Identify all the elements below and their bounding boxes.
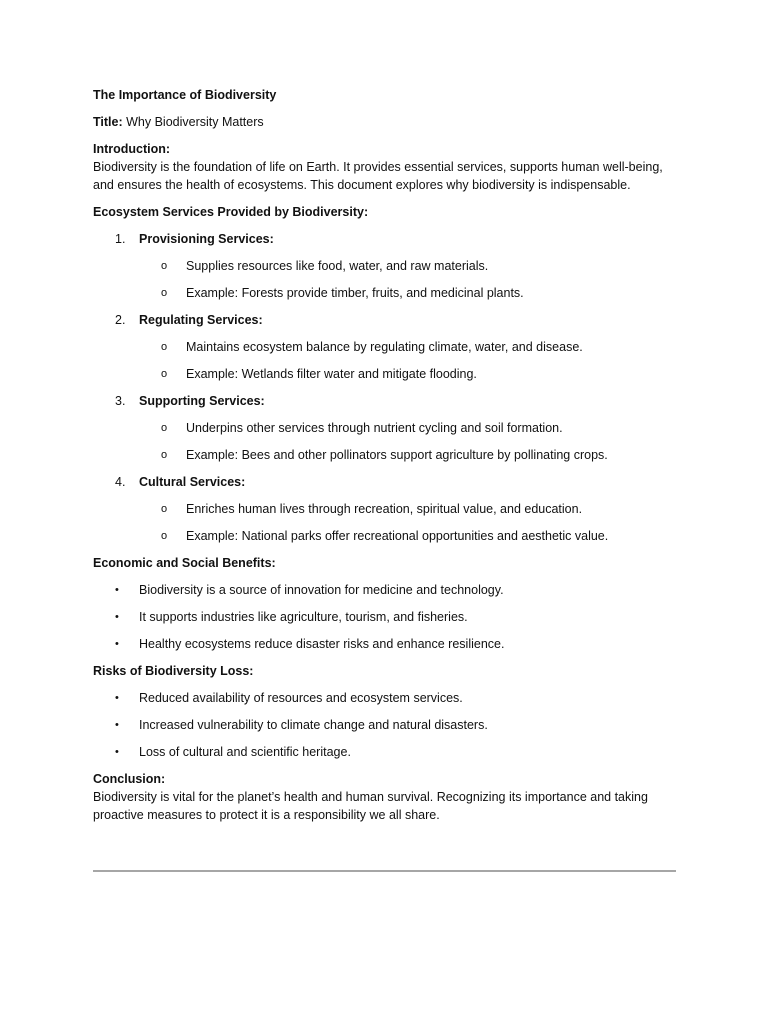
risks-heading: Risks of Biodiversity Loss: — [93, 664, 254, 678]
introduction-text: Biodiversity is the foundation of life on Earth. It provides essential services, supports human well-being, and ensures the health of ecosystems. This document explores why biodiversity is indispensable. — [93, 160, 663, 192]
service-name: Regulating Services: — [139, 313, 263, 327]
conclusion-text: Biodiversity is vital for the planet’s health and human survival. Recognizing its importance and taking proactive measures to protect it is a responsibility we all share. — [93, 790, 648, 822]
service-point — [93, 446, 676, 464]
list-item — [93, 635, 676, 653]
hollow-bullet-icon: o — [161, 449, 168, 461]
service-item — [93, 392, 676, 464]
service-heading — [93, 230, 676, 248]
service-point — [93, 257, 676, 275]
list-item-text: It supports industries like agriculture, tourism, and fisheries. — [139, 610, 468, 624]
bullet-icon: • — [115, 584, 119, 596]
service-points — [93, 338, 676, 383]
service-heading — [93, 392, 676, 410]
service-point-text: Example: Bees and other pollinators support agriculture by pollinating crops. — [186, 448, 608, 462]
service-point — [93, 500, 676, 518]
service-point — [93, 365, 676, 383]
service-point-text: Maintains ecosystem balance by regulating climate, water, and disease. — [186, 340, 583, 354]
service-number: 2. — [115, 313, 126, 327]
bullet-icon: • — [115, 719, 119, 731]
hollow-bullet-icon: o — [161, 341, 168, 353]
service-points — [93, 500, 676, 545]
service-point — [93, 419, 676, 437]
service-item — [93, 230, 676, 302]
service-point-text: Example: National parks offer recreational opportunities and aesthetic value. — [186, 529, 609, 543]
service-heading — [93, 473, 676, 491]
bullet-icon: • — [115, 746, 119, 758]
list-item — [93, 743, 676, 761]
service-point — [93, 284, 676, 302]
list-item-text: Increased vulnerability to climate change and natural disasters. — [139, 718, 488, 732]
service-heading — [93, 311, 676, 329]
service-number: 3. — [115, 394, 126, 408]
service-number: 4. — [115, 475, 126, 489]
service-item — [93, 311, 676, 383]
list-item — [93, 716, 676, 734]
economic-social-heading: Economic and Social Benefits: — [93, 556, 276, 570]
service-point-text: Supplies resources like food, water, and raw materials. — [186, 259, 489, 273]
hollow-bullet-icon: o — [161, 287, 168, 299]
bullet-icon: • — [115, 638, 119, 650]
service-point-text: Example: Forests provide timber, fruits, and medicinal plants. — [186, 286, 524, 300]
list-item-text: Reduced availability of resources and ecosystem services. — [139, 691, 463, 705]
service-name: Cultural Services: — [139, 475, 246, 489]
service-point-text: Underpins other services through nutrient cycling and soil formation. — [186, 421, 563, 435]
title-line — [93, 113, 676, 131]
list-item — [93, 581, 676, 599]
title-label: Title: — [93, 115, 123, 129]
economic-social-list — [93, 581, 676, 653]
conclusion-heading: Conclusion: — [93, 772, 166, 786]
service-point — [93, 338, 676, 356]
introduction-heading: Introduction: — [93, 142, 171, 156]
list-item-text: Loss of cultural and scientific heritage. — [139, 745, 351, 759]
service-number: 1. — [115, 232, 126, 246]
horizontal-rule — [93, 870, 676, 872]
hollow-bullet-icon: o — [161, 503, 168, 515]
hollow-bullet-icon: o — [161, 530, 168, 542]
document-heading: The Importance of Biodiversity — [93, 88, 277, 102]
list-item-text: Biodiversity is a source of innovation for medicine and technology. — [139, 583, 504, 597]
list-item-text: Healthy ecosystems reduce disaster risks and enhance resilience. — [139, 637, 505, 651]
hollow-bullet-icon: o — [161, 422, 168, 434]
bullet-icon: • — [115, 692, 119, 704]
service-item — [93, 473, 676, 545]
ecosystem-services-heading: Ecosystem Services Provided by Biodiversity: — [93, 205, 369, 219]
service-points — [93, 257, 676, 302]
list-item — [93, 608, 676, 626]
service-point — [93, 527, 676, 545]
service-point-text: Enriches human lives through recreation, spiritual value, and education. — [186, 502, 583, 516]
service-name: Supporting Services: — [139, 394, 265, 408]
hollow-bullet-icon: o — [161, 260, 168, 272]
bullet-icon: • — [115, 611, 119, 623]
ecosystem-services-list — [93, 230, 676, 545]
service-point-text: Example: Wetlands filter water and mitigate flooding. — [186, 367, 477, 381]
risks-list — [93, 689, 676, 761]
service-name: Provisioning Services: — [139, 232, 274, 246]
hollow-bullet-icon: o — [161, 368, 168, 380]
service-points — [93, 419, 676, 464]
list-item — [93, 689, 676, 707]
document-page — [93, 86, 676, 833]
title-value: Why Biodiversity Matters — [122, 115, 264, 129]
